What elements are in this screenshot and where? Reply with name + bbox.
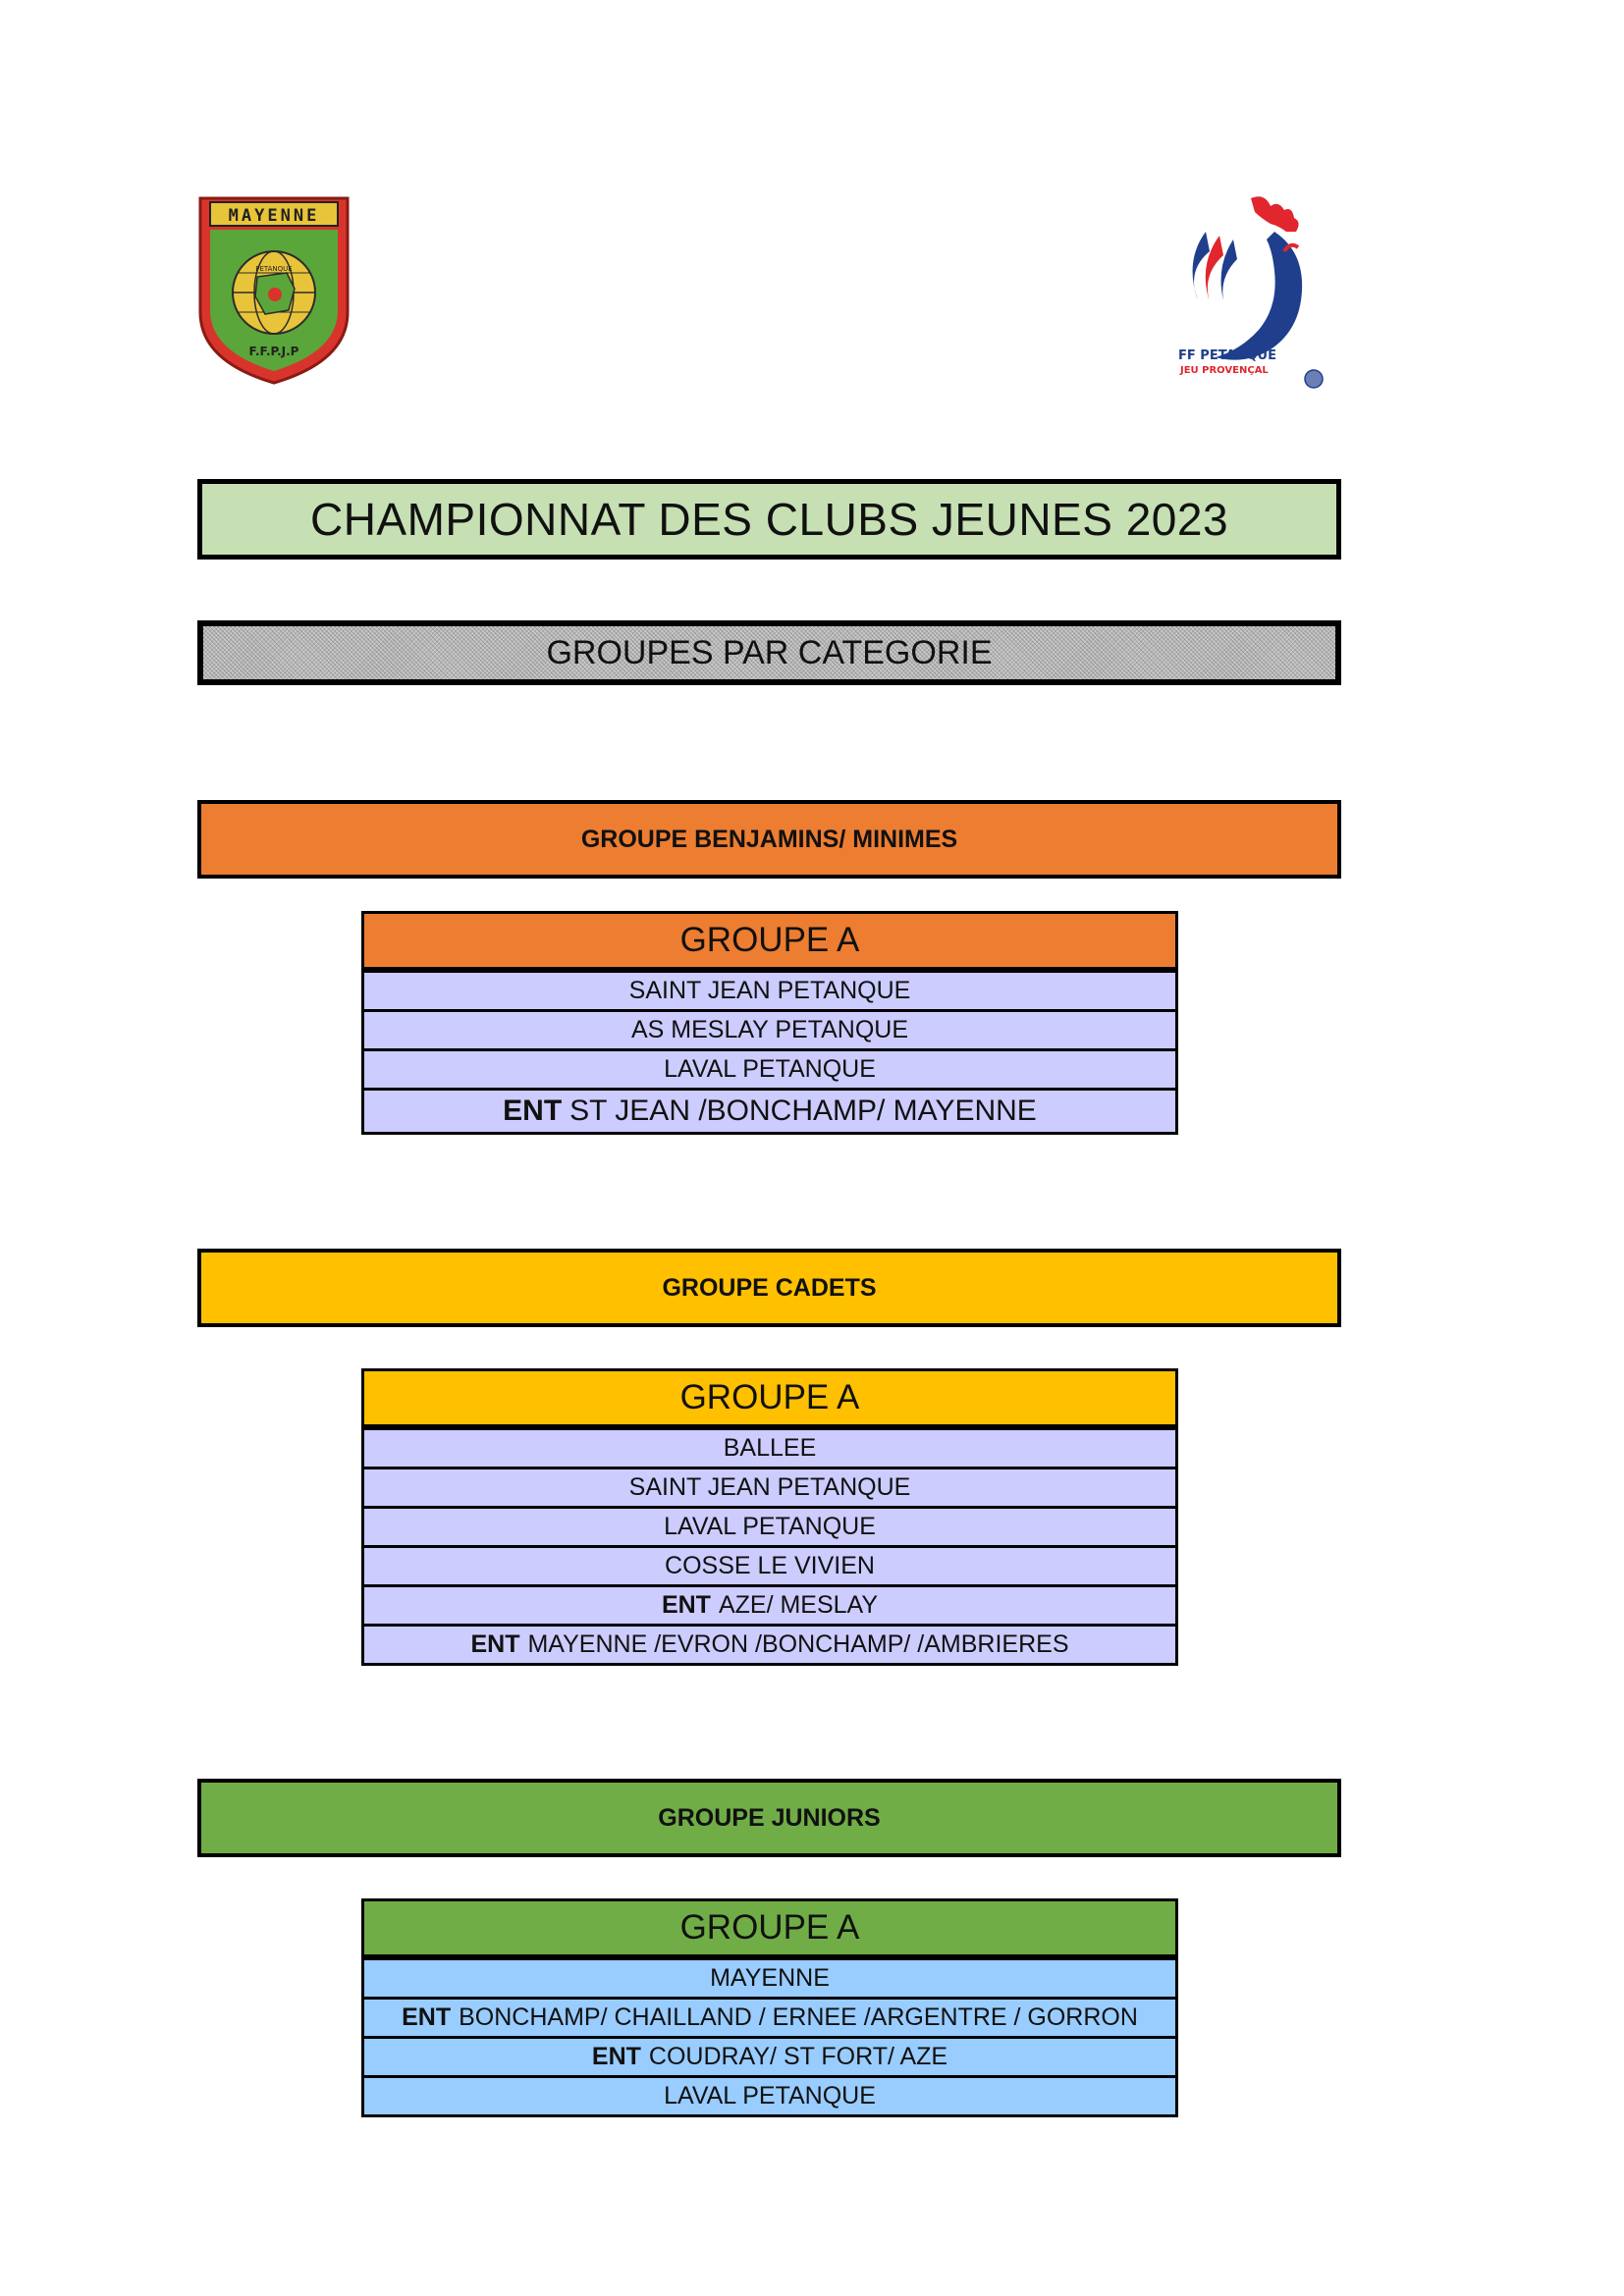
group-title: GROUPE A: [364, 1371, 1175, 1427]
page-title: CHAMPIONNAT DES CLUBS JEUNES 2023: [197, 479, 1341, 560]
team-row: [364, 1545, 1175, 1584]
team-name: LAVAL PETANQUE: [664, 2082, 876, 2109]
team-name: SAINT JEAN PETANQUE: [628, 977, 911, 1004]
logo-ff-petanque-text: FF PETANQUE: [1178, 348, 1276, 363]
logo-bottom-text: F.F.P.J.P: [248, 345, 299, 358]
team-name: MAYENNE /EVRON /BONCHAMP/ /AMBRIERES: [527, 1630, 1069, 1658]
logo-jeu-provencal-text: JEU PROVENÇAL: [1180, 365, 1269, 376]
team-name: COUDRAY/ ST FORT/ AZE: [648, 2043, 948, 2070]
mayenne-ffpjp-logo: [196, 194, 352, 387]
team-row: [364, 1009, 1175, 1048]
group-table-benjamins-minimes: [361, 911, 1178, 1135]
group-title: GROUPE A: [364, 914, 1175, 970]
team-prefix: ENT: [661, 1591, 711, 1619]
group-title: GROUPE A: [364, 1901, 1175, 1957]
team-row: [364, 1957, 1175, 1997]
logo-globe-text: PETANQUE: [255, 265, 293, 273]
team-name: AZE/ MESLAY: [718, 1591, 879, 1619]
team-prefix: ENT: [503, 1095, 563, 1127]
team-row: [364, 1427, 1175, 1467]
logo-banner-text: MAYENNE: [228, 206, 320, 226]
team-name: LAVAL PETANQUE: [664, 1055, 876, 1083]
team-name: SAINT JEAN PETANQUE: [628, 1473, 911, 1501]
team-row: [364, 1584, 1175, 1624]
page-subtitle: GROUPES PAR CATEGORIE: [197, 620, 1341, 685]
category-banner-cadets: GROUPE CADETS: [197, 1249, 1341, 1327]
group-table-cadets: [361, 1368, 1178, 1666]
team-name: BALLEE: [723, 1434, 817, 1462]
team-name: LAVAL PETANQUE: [664, 1513, 876, 1540]
team-name: ST JEAN /BONCHAMP/ MAYENNE: [569, 1095, 1037, 1127]
team-row: [364, 970, 1175, 1009]
team-row: [364, 2036, 1175, 2075]
team-row: [364, 1997, 1175, 2036]
team-row: [364, 1048, 1175, 1088]
team-name: MAYENNE: [710, 1964, 830, 1992]
ff-petanque-rooster-logo: [1176, 192, 1345, 395]
category-banner-juniors: GROUPE JUNIORS: [197, 1779, 1341, 1857]
team-row: [364, 1088, 1175, 1132]
team-prefix: ENT: [470, 1630, 520, 1658]
team-prefix: ENT: [591, 2043, 641, 2070]
team-name: COSSE LE VIVIEN: [665, 1552, 875, 1579]
team-row: [364, 2075, 1175, 2114]
team-row: [364, 1624, 1175, 1663]
team-prefix: ENT: [402, 2003, 452, 2031]
team-row: [364, 1506, 1175, 1545]
group-table-juniors: [361, 1898, 1178, 2117]
team-name: AS MESLAY PETANQUE: [630, 1016, 909, 1043]
category-banner-benjamins-minimes: GROUPE BENJAMINS/ MINIMES: [197, 800, 1341, 879]
team-name: BONCHAMP/ CHAILLAND / ERNEE /ARGENTRE / GORRON: [459, 2003, 1138, 2031]
team-row: [364, 1467, 1175, 1506]
